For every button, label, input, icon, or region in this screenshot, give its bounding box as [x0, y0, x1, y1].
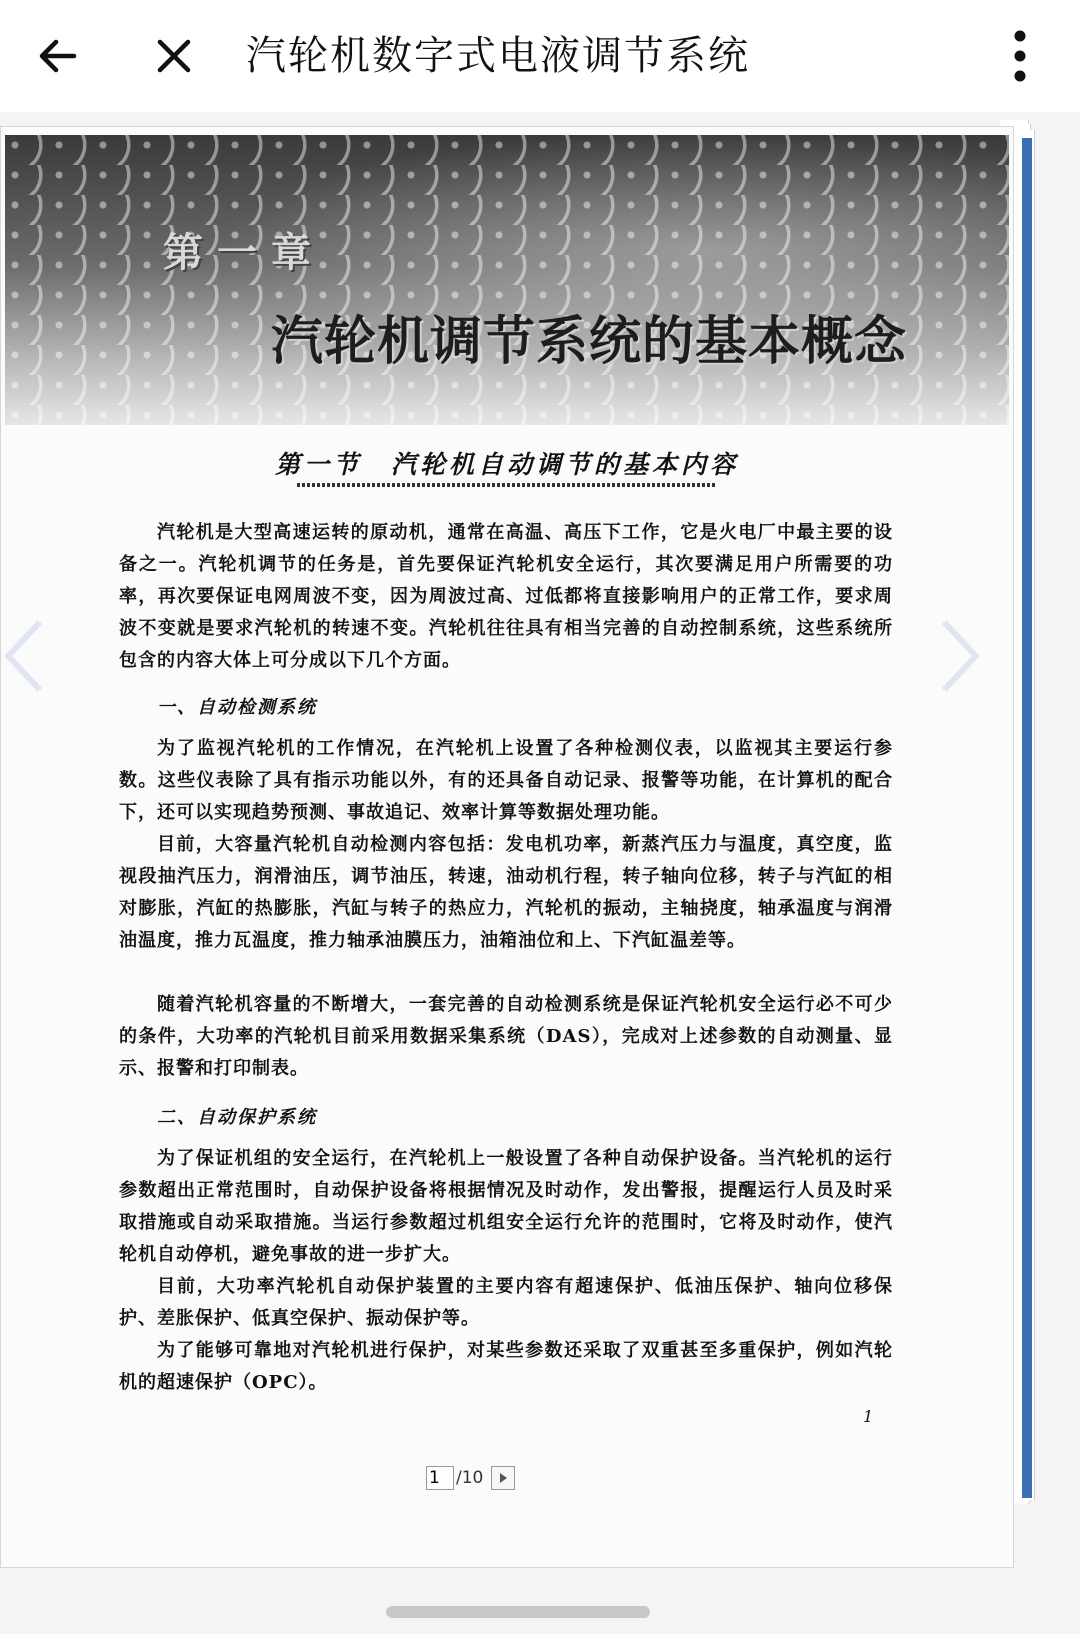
section-underline — [297, 483, 715, 487]
page-number-input[interactable] — [426, 1466, 454, 1490]
next-page-arrow[interactable] — [940, 618, 980, 694]
document-page[interactable] — [0, 126, 1014, 1568]
subsection-heading: 二、自动保护系统 — [157, 1107, 317, 1128]
play-right-icon — [498, 1472, 508, 1484]
section-title: 第一节 汽轮机自动调节的基本内容 — [274, 450, 739, 479]
next-page-button[interactable] — [491, 1466, 515, 1490]
paragraph: 汽轮机是大型高速运转的原动机，通常在高温、高压下工作，它是火电厂中最主要的设备之一。汽轮机调节的任务是，首先要保证汽轮机安全运行，其次要满足用户所需要的功率，再次要保证电网周波不变，因为周波过高、过低都将直接影响用户的正常工作，要求周波不变就是要求汽轮机的转速不变。汽轮机往往具有相当完善的自动控制系统，这些系统所包含的内容大体上可分成以下几个方面。 — [119, 522, 893, 671]
previous-page-arrow[interactable] — [4, 618, 44, 694]
paragraph: 目前，大容量汽轮机自动检测内容包括：发电机功率，新蒸汽压力与温度，真空度，监视段抽汽压力，润滑油压，调节油压，转速，油动机行程，转子轴向位移，转子与汽缸的相对膨胀，汽缸的热膨胀，汽缸与转子的热应力，汽轮机的振动，主轴挠度，轴承温度与润滑油温度，推力瓦温度，推力轴承油膜压力，油箱油位和上、下汽缸温差等。 — [119, 834, 893, 951]
chapter-label: 第一章 — [163, 229, 325, 276]
back-button[interactable] — [24, 22, 92, 90]
close-icon — [152, 34, 196, 78]
paragraph: 为了保证机组的安全运行，在汽轮机上一般设置了各种自动保护设备。当汽轮机的运行参数超出正常范围时，自动保护设备将根据情况及时动作，发出警报，提醒运行人员及时采取措施或自动采取措施。当运行参数超过机组安全运行允许的范围时，它将及时动作，使汽轮机自动停机，避免事故的进一步扩大。 — [119, 1148, 893, 1265]
subsection-heading: 一、自动检测系统 — [157, 697, 317, 718]
chevron-left-icon — [4, 618, 44, 694]
paragraph: 为了监视汽轮机的工作情况，在汽轮机上设置了各种检测仪表，以监视其主要运行参数。这些仪表除了具有指示功能以外，有的还具备自动记录、报警等功能，在计算机的配合下，还可以实现趋势预测、事故追记、效率计算等数据处理功能。 — [119, 738, 893, 823]
pager — [426, 1464, 515, 1492]
page-number: 1 — [863, 1407, 874, 1426]
arrow-left-icon — [34, 32, 82, 80]
paragraph: 为了能够可靠地对汽轮机进行保护，对某些参数还采取了双重甚至多重保护，例如汽轮机的超速保护（OPC）。 — [119, 1340, 893, 1393]
more-options-button[interactable] — [986, 22, 1054, 90]
more-vertical-icon — [1010, 28, 1030, 84]
page-stack-edge-blue — [1022, 138, 1032, 1498]
document-title: 汽轮机数字式电液调节系统 — [246, 33, 750, 79]
close-button[interactable] — [140, 22, 208, 90]
paragraph: 目前，大功率汽轮机自动保护装置的主要内容有超速保护、低油压保护、轴向位移保护、差胀保护、低真空保护、振动保护等。 — [119, 1276, 893, 1329]
home-indicator[interactable] — [386, 1606, 650, 1618]
chevron-right-icon — [940, 618, 980, 694]
chapter-banner — [5, 135, 1009, 425]
paragraph: 随着汽轮机容量的不断增大，一套完善的自动检测系统是保证汽轮机安全运行必不可少的条件，大功率的汽轮机目前采用数据采集系统（DAS），完成对上述参数的自动测量、显示、报警和打印制表。 — [119, 994, 893, 1079]
page-total-label: /10 — [456, 1468, 484, 1488]
chapter-title: 汽轮机调节系统的基本概念 — [271, 311, 908, 372]
top-app-bar — [0, 0, 1080, 112]
